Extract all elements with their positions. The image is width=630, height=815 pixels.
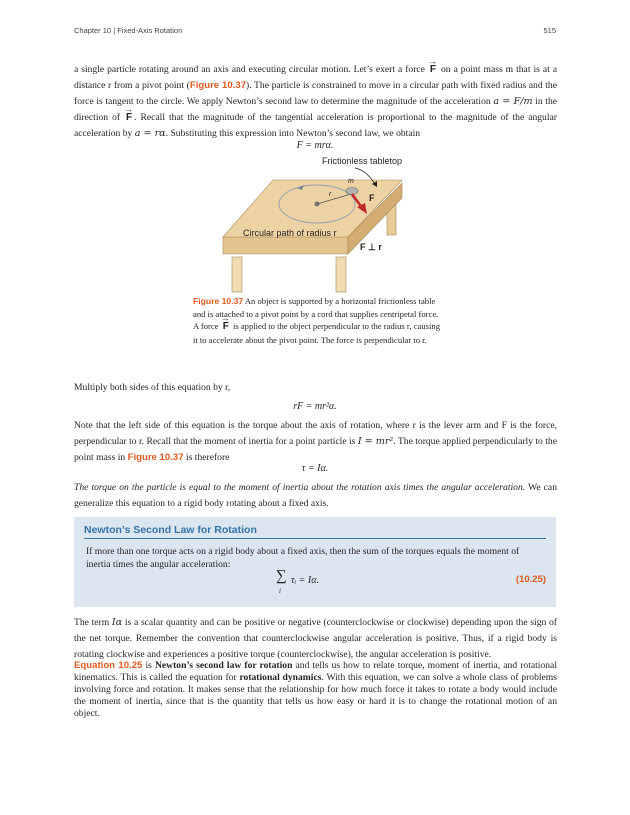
table-leg [336,257,346,292]
equation-force: F = mrα. [296,140,334,151]
force-vector-symbol: → F [124,110,134,126]
equation-number: (10.25) [515,574,546,585]
label-force: F [369,193,375,203]
caption-figure-ref: Figure 10.37 [193,296,244,306]
sum-symbol: ∑ [276,568,287,584]
point-mass [346,188,358,195]
box-title: Newton’s Second Law for Rotation [84,524,257,536]
box-body: If more than one torque acts on a rigid body about a fixed axis, then the sum of the torques equals the moment of inertia times the angular acceleration: [86,546,520,570]
force-vector-symbol: → F [428,62,438,78]
newtons-second-law-box [74,517,556,607]
box-equation: τᵢ = Iα. [291,575,319,586]
table-leg [232,257,242,292]
label-frictionless-tabletop: Frictionless tabletop [322,156,403,166]
label-f-perp-r: F ⊥ r [360,242,382,252]
sum-index: i [279,587,281,595]
equation-torque-expanded: rF = mr²α. [293,401,337,412]
label-radius: r [329,191,332,198]
table-side [223,237,348,254]
paragraph-multiply: Multiply both sides of this equation by r, [74,382,231,393]
paragraph-scalar: The term Iα is a scalar quantity and can be positive or negative (counterclockwise or clockwise) depending upon the sign of the net torque. Remember the convention that counterclockwise angular acceleration is positive. Thus, if a rigid body is rotating clockwise and experiences a positive torque (counterclockwise), the angular acceleration is positive. [74,617,557,660]
force-vector-symbol: → F [221,321,231,334]
figure-link[interactable]: Figure 10.37 [127,452,184,463]
paragraph-rotational-dynamics: Equation 10.25 is Newton’s second law for rotation and tells us how to relate torque, moment of inertia, and rotational kinematics. This is called the equation for rotational dynamics. With this equation, we can solve a whole class of problems involving force and rotation. It makes sense that the relationship for how much force it takes to rotate a body would include the moment of inertia, since that is the quantity that tells us how easy or hard it is to change the rotational motion of an object. [74,660,557,719]
figure-link[interactable]: Figure 10.37 [189,80,247,91]
running-header: Chapter 10 | Fixed-Axis Rotation [74,26,183,35]
label-mass: m [348,178,354,185]
paragraph-generalize: The torque on the particle is equal to the moment of inertia about the rotation axis times the angular acceleration. We can generalize this equation to a rigid body rotating about a fixed axis. [74,482,557,509]
equation-link[interactable]: Equation 10.25 [74,660,143,671]
page-number: 515 [543,26,556,35]
paragraph-torque: Note that the left side of this equation is the torque about the axis of rotation, where r is the lever arm and F is the force, perpendicular to r. Recall that the moment of inertia for a point particle is I = mr². The torque applied perpendicularly to the point mass in Figure 10.37 is therefore [74,420,557,463]
paragraph-intro: a single particle rotating around an axis and executing circular motion. Let’s exert a force → F on a point mass m that is at a distance r from a pivot point (Figure 10.37). The particle is constrained to move in a circular path with fixed radius and the force is tangent to the circle. We apply Newton’s second law to determine the magnitude of the acceleration a = F/m in the direction of → F . Recall that the magnitude of the tangential acceleration is proportional to the magnitude of the angular acceleration by a = rα. Substituting this expression into Newton’s second law, we obtain [74,62,557,142]
figure-10-37-illustration [205,154,405,294]
label-circular-path: Circular path of radius r [243,228,337,238]
box-divider [84,538,546,539]
figure-caption: Figure 10.37 An object is supported by a horizontal frictionless table and is attached to a pivot point by a cord that supplies centripetal force. A force → F is applied to the object perpendicular to the radius r, causing it to accelerate about the pivot point. The force is perpendicular to r. [193,295,443,346]
equation-torque: τ = Iα. [301,463,329,474]
